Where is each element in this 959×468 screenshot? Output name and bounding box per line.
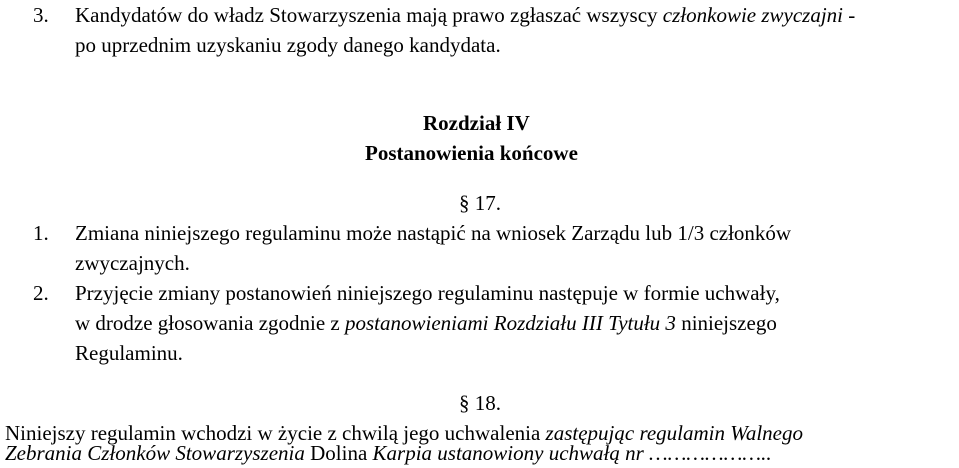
chapter-title: Rozdział IV <box>423 111 530 135</box>
section-18-plain: Dolina <box>310 441 368 465</box>
section-17-heading: § 17. <box>459 191 501 215</box>
chapter-subtitle: Postanowienia końcowe <box>365 141 578 165</box>
section-18-italic-b: Zebrania Członków Stowarzyszenia <box>5 441 311 465</box>
section-17-item-2-line-3: Regulaminu. <box>75 341 183 365</box>
section-17-item-1-line-2: zwyczajnych. <box>75 251 190 275</box>
section-17-item-2-text-a: w drodze głosowania zgodnie z <box>75 311 345 335</box>
section-17-item-2-number: 2. <box>33 281 49 305</box>
section-17-item-2-italic: postanowieniami Rozdziału III Tytułu 3 <box>345 311 676 335</box>
section-18-italic-a: zastępując regulamin Walnego <box>545 421 803 445</box>
point-3-text-b: - <box>843 3 856 27</box>
section-18-line-2 <box>5 443 772 464</box>
point-3-number: 3. <box>33 3 49 27</box>
section-17-item-1-number: 1. <box>33 221 49 245</box>
section-18-text-a: Niniejszy regulamin wchodzi w życie z chwilą jego uchwalenia <box>5 421 546 445</box>
point-3-line-1 <box>75 5 855 26</box>
section-17-item-2-text-b: niniejszego <box>675 311 777 335</box>
section-17-item-1-line-1: Zmiana niniejszego regulaminu może nastąpić na wniosek Zarządu lub 1/3 członków <box>75 221 792 245</box>
point-3-italic: członkowie zwyczajni <box>662 3 844 27</box>
point-3-line-2: po uprzednim uzyskaniu zgody danego kandydata. <box>75 33 501 57</box>
point-3-text-a: Kandydatów do władz Stowarzyszenia mają prawo zgłaszać wszyscy <box>75 3 663 27</box>
section-17-item-2-line-1: Przyjęcie zmiany postanowień niniejszego regulaminu następuje w formie uchwały, <box>75 281 780 305</box>
section-17-item-2-line-2 <box>75 313 777 334</box>
section-18-italic-c: Karpia ustanowiony uchwałą nr ……………….. <box>367 441 772 465</box>
section-18-heading: § 18. <box>459 391 501 415</box>
